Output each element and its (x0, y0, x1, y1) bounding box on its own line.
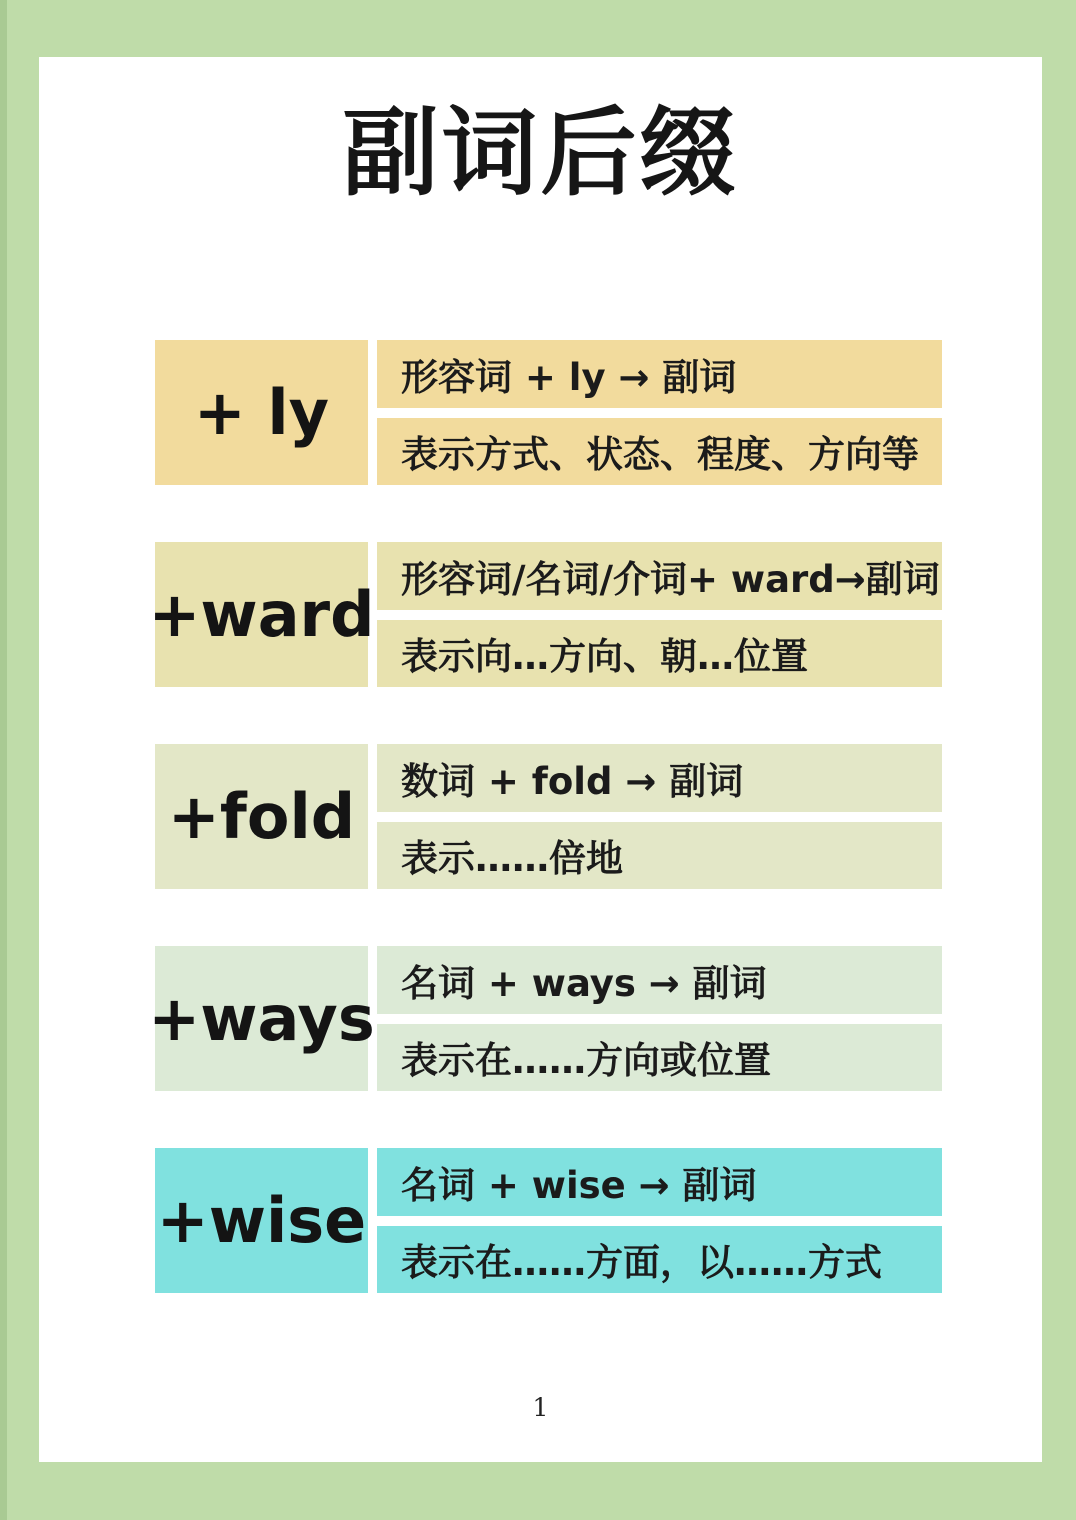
suffix-row-wise (155, 1148, 942, 1293)
rule-text-ly: 形容词 + ly → 副词 (377, 340, 942, 408)
frame-left-edge (0, 0, 7, 1520)
page (39, 57, 1042, 1462)
rule-text-ward: 形容词/名词/介词+ ward→副词 (377, 542, 942, 610)
suffix-details-ly (377, 340, 942, 485)
suffix-details-fold (377, 744, 942, 889)
suffix-label-fold: +fold (155, 744, 368, 889)
rule-text-wise: 名词 + wise → 副词 (377, 1148, 942, 1216)
meaning-text-ward: 表示向…方向、朝…位置 (377, 620, 942, 688)
suffix-label-wise: +wise (155, 1148, 368, 1293)
suffix-label-ways: +ways (155, 946, 368, 1091)
rule-text-ways: 名词 + ways → 副词 (377, 946, 942, 1014)
suffix-row-fold (155, 744, 942, 889)
meaning-text-fold: 表示……倍地 (377, 822, 942, 890)
suffix-label-ly: + ly (155, 340, 368, 485)
suffix-row-ly (155, 340, 942, 485)
suffix-details-ward (377, 542, 942, 687)
page-number: 1 (532, 1393, 549, 1422)
rule-text-fold: 数词 + fold → 副词 (377, 744, 942, 812)
meaning-text-ways: 表示在……方向或位置 (377, 1024, 942, 1092)
meaning-text-ly: 表示方式、状态、程度、方向等 (377, 418, 942, 486)
suffix-table (148, 340, 942, 1293)
suffix-details-ways (377, 946, 942, 1091)
meaning-text-wise: 表示在……方面，以……方式 (377, 1226, 942, 1294)
page-title: 副词后缀 (342, 97, 739, 209)
suffix-row-ward (148, 542, 942, 687)
suffix-label-ward: +ward (155, 542, 368, 687)
suffix-details-wise (377, 1148, 942, 1293)
suffix-row-ways (148, 946, 942, 1091)
